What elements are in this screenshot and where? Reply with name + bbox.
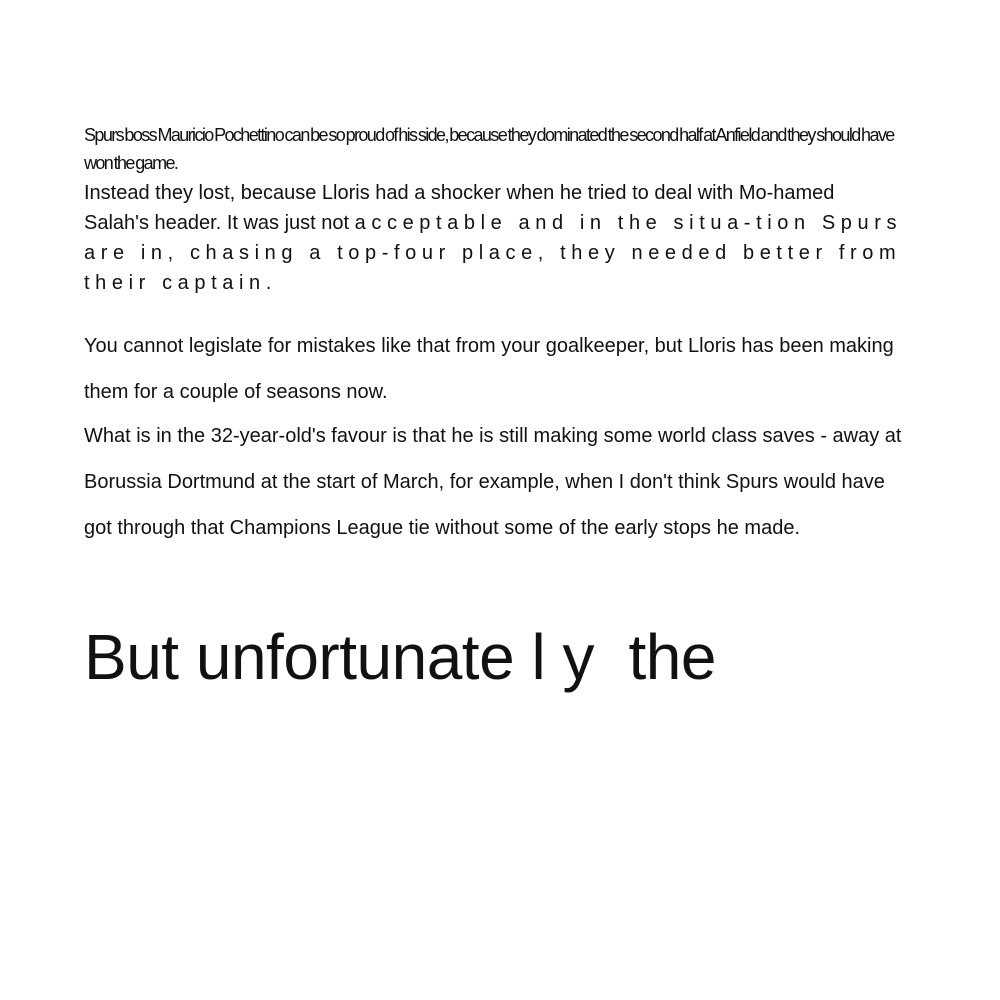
paragraph-2-normal-text: Instead they lost, because Lloris had a shocker when he tried to deal with Mo-hamed Salah's header. It was just not bbox=[84, 182, 835, 234]
paragraph-1: Spurs boss Mauricio Pochettino can be so proud of his side, because they dominated the second half at Anfield and they should have won the game. bbox=[84, 125, 894, 173]
large-heading-text: But unfortunate l y the bbox=[84, 621, 716, 693]
large-heading-fragment bbox=[84, 612, 914, 702]
paragraph-2-spaced-text: acceptable and in the situa-tion Spurs are in, chasing a top-four place, they needed better from their captain. bbox=[84, 212, 903, 294]
paragraph-4: What is in the 32-year-old's favour is that he is still making some world class saves - away at Borussia Dortmund at the start of March, for example, when I don't think Spurs would have got through that Champions League tie without some of the early stops he made. bbox=[84, 425, 902, 539]
paragraph-2 bbox=[84, 178, 904, 298]
paragraph-3: You cannot legislate for mistakes like that from your goalkeeper, but Lloris has been making them for a couple of seasons now. bbox=[84, 335, 894, 403]
